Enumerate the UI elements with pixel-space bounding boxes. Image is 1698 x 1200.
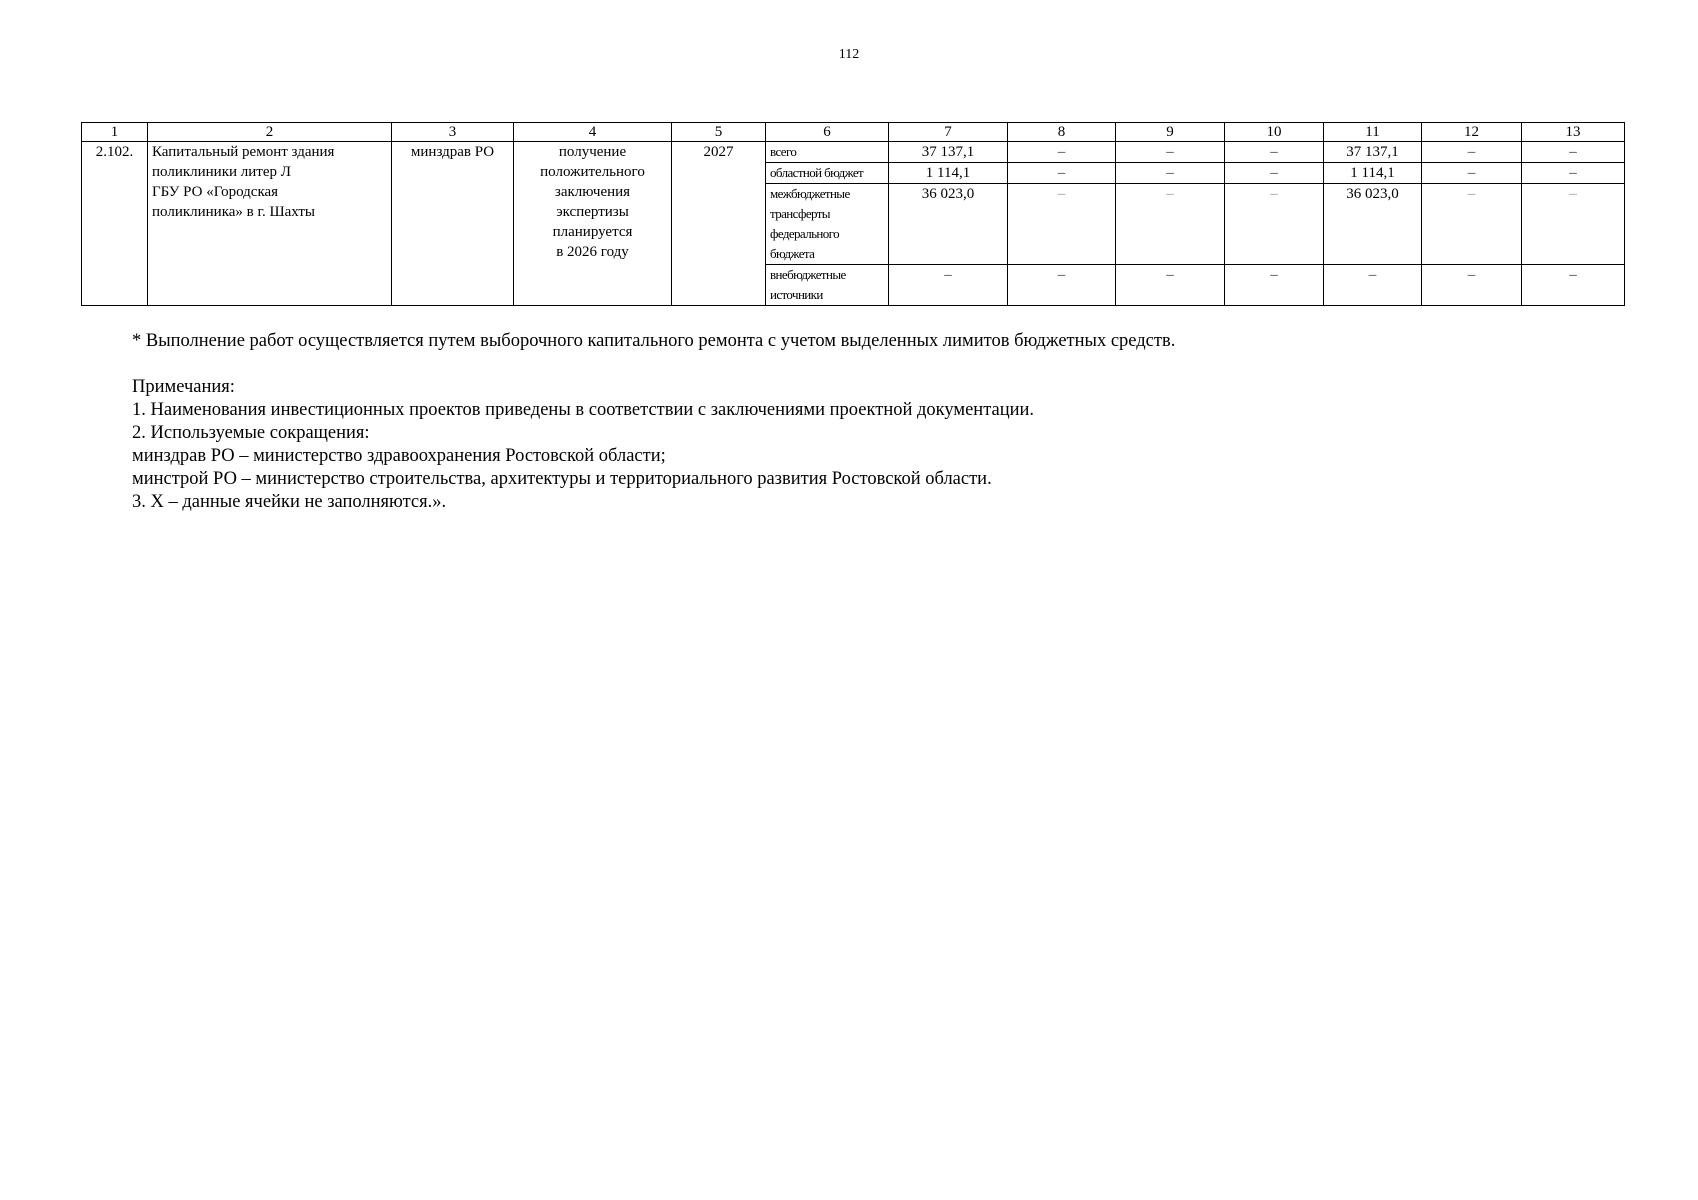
table-row [82,142,1625,163]
value-cell: 36 023,0 [889,184,1008,265]
value-cell: – [1522,163,1625,184]
notes-title: Примечания: [132,377,235,397]
source-label: внебюджетные источники [766,265,889,306]
column-number: 13 [1522,123,1625,142]
value-cell: – [1116,265,1225,306]
value-cell: – [1225,184,1324,265]
column-number: 11 [1324,123,1422,142]
completion-year: 2027 [672,142,766,306]
value-cell: – [1422,163,1522,184]
notes-section [132,330,1175,514]
footnote: * Выполнение работ осуществляется путем выборочного капитального ремонта с учетом выделенных лимитов бюджетных средств. [132,331,1176,351]
column-number: 1 [82,123,148,142]
column-number: 5 [672,123,766,142]
value-cell: – [1116,142,1225,163]
row-number: 2.102. [82,142,148,306]
note-item: 3. Х – данные ячейки не заполняются.». [132,492,447,512]
value-cell: – [1225,142,1324,163]
value-cell: – [1008,163,1116,184]
column-number: 9 [1116,123,1225,142]
value-cell: – [1324,265,1422,306]
value-cell: – [889,265,1008,306]
note-item: 1. Наименования инвестиционных проектов приведены в соответствии с заключениями проектной документации. [132,400,1035,420]
column-number: 6 [766,123,889,142]
project-name: Капитальный ремонт здания поликлиники литер Л ГБУ РО «Городская поликлиника» в г. Шахты [148,142,392,306]
source-label: всего [766,142,889,163]
value-cell: – [1522,142,1625,163]
column-number: 10 [1225,123,1324,142]
investment-table [81,122,1625,306]
value-cell: 1 114,1 [889,163,1008,184]
value-cell: 37 137,1 [1324,142,1422,163]
source-label: областной бюджет [766,163,889,184]
value-cell: – [1008,265,1116,306]
value-cell: 37 137,1 [889,142,1008,163]
value-cell: – [1422,265,1522,306]
value-cell: – [1522,265,1625,306]
source-label: межбюджетные трансферты федерального бюджета [766,184,889,265]
customer: минздрав РО [392,142,514,306]
value-cell: – [1116,163,1225,184]
column-number: 7 [889,123,1008,142]
note-item: 2. Используемые сокращения: [132,423,370,443]
value-cell: – [1422,142,1522,163]
abbreviation: минздрав РО – министерство здравоохранения Ростовской области; [132,446,666,466]
value-cell: – [1522,184,1625,265]
value-cell: – [1008,142,1116,163]
value-cell: 36 023,0 [1324,184,1422,265]
page-number: 112 [838,47,860,62]
column-number: 3 [392,123,514,142]
expertise-status: получение положительного заключения экспертизы планируется в 2026 году [514,142,672,306]
column-number-row [82,123,1625,142]
value-cell: – [1225,163,1324,184]
value-cell: – [1008,184,1116,265]
value-cell: – [1225,265,1324,306]
value-cell: 1 114,1 [1324,163,1422,184]
column-number: 12 [1422,123,1522,142]
value-cell: – [1116,184,1225,265]
column-number: 8 [1008,123,1116,142]
abbreviation: минстрой РО – министерство строительства, архитектуры и территориального развития Ростовской области. [132,469,992,489]
value-cell: – [1422,184,1522,265]
column-number: 2 [148,123,392,142]
column-number: 4 [514,123,672,142]
